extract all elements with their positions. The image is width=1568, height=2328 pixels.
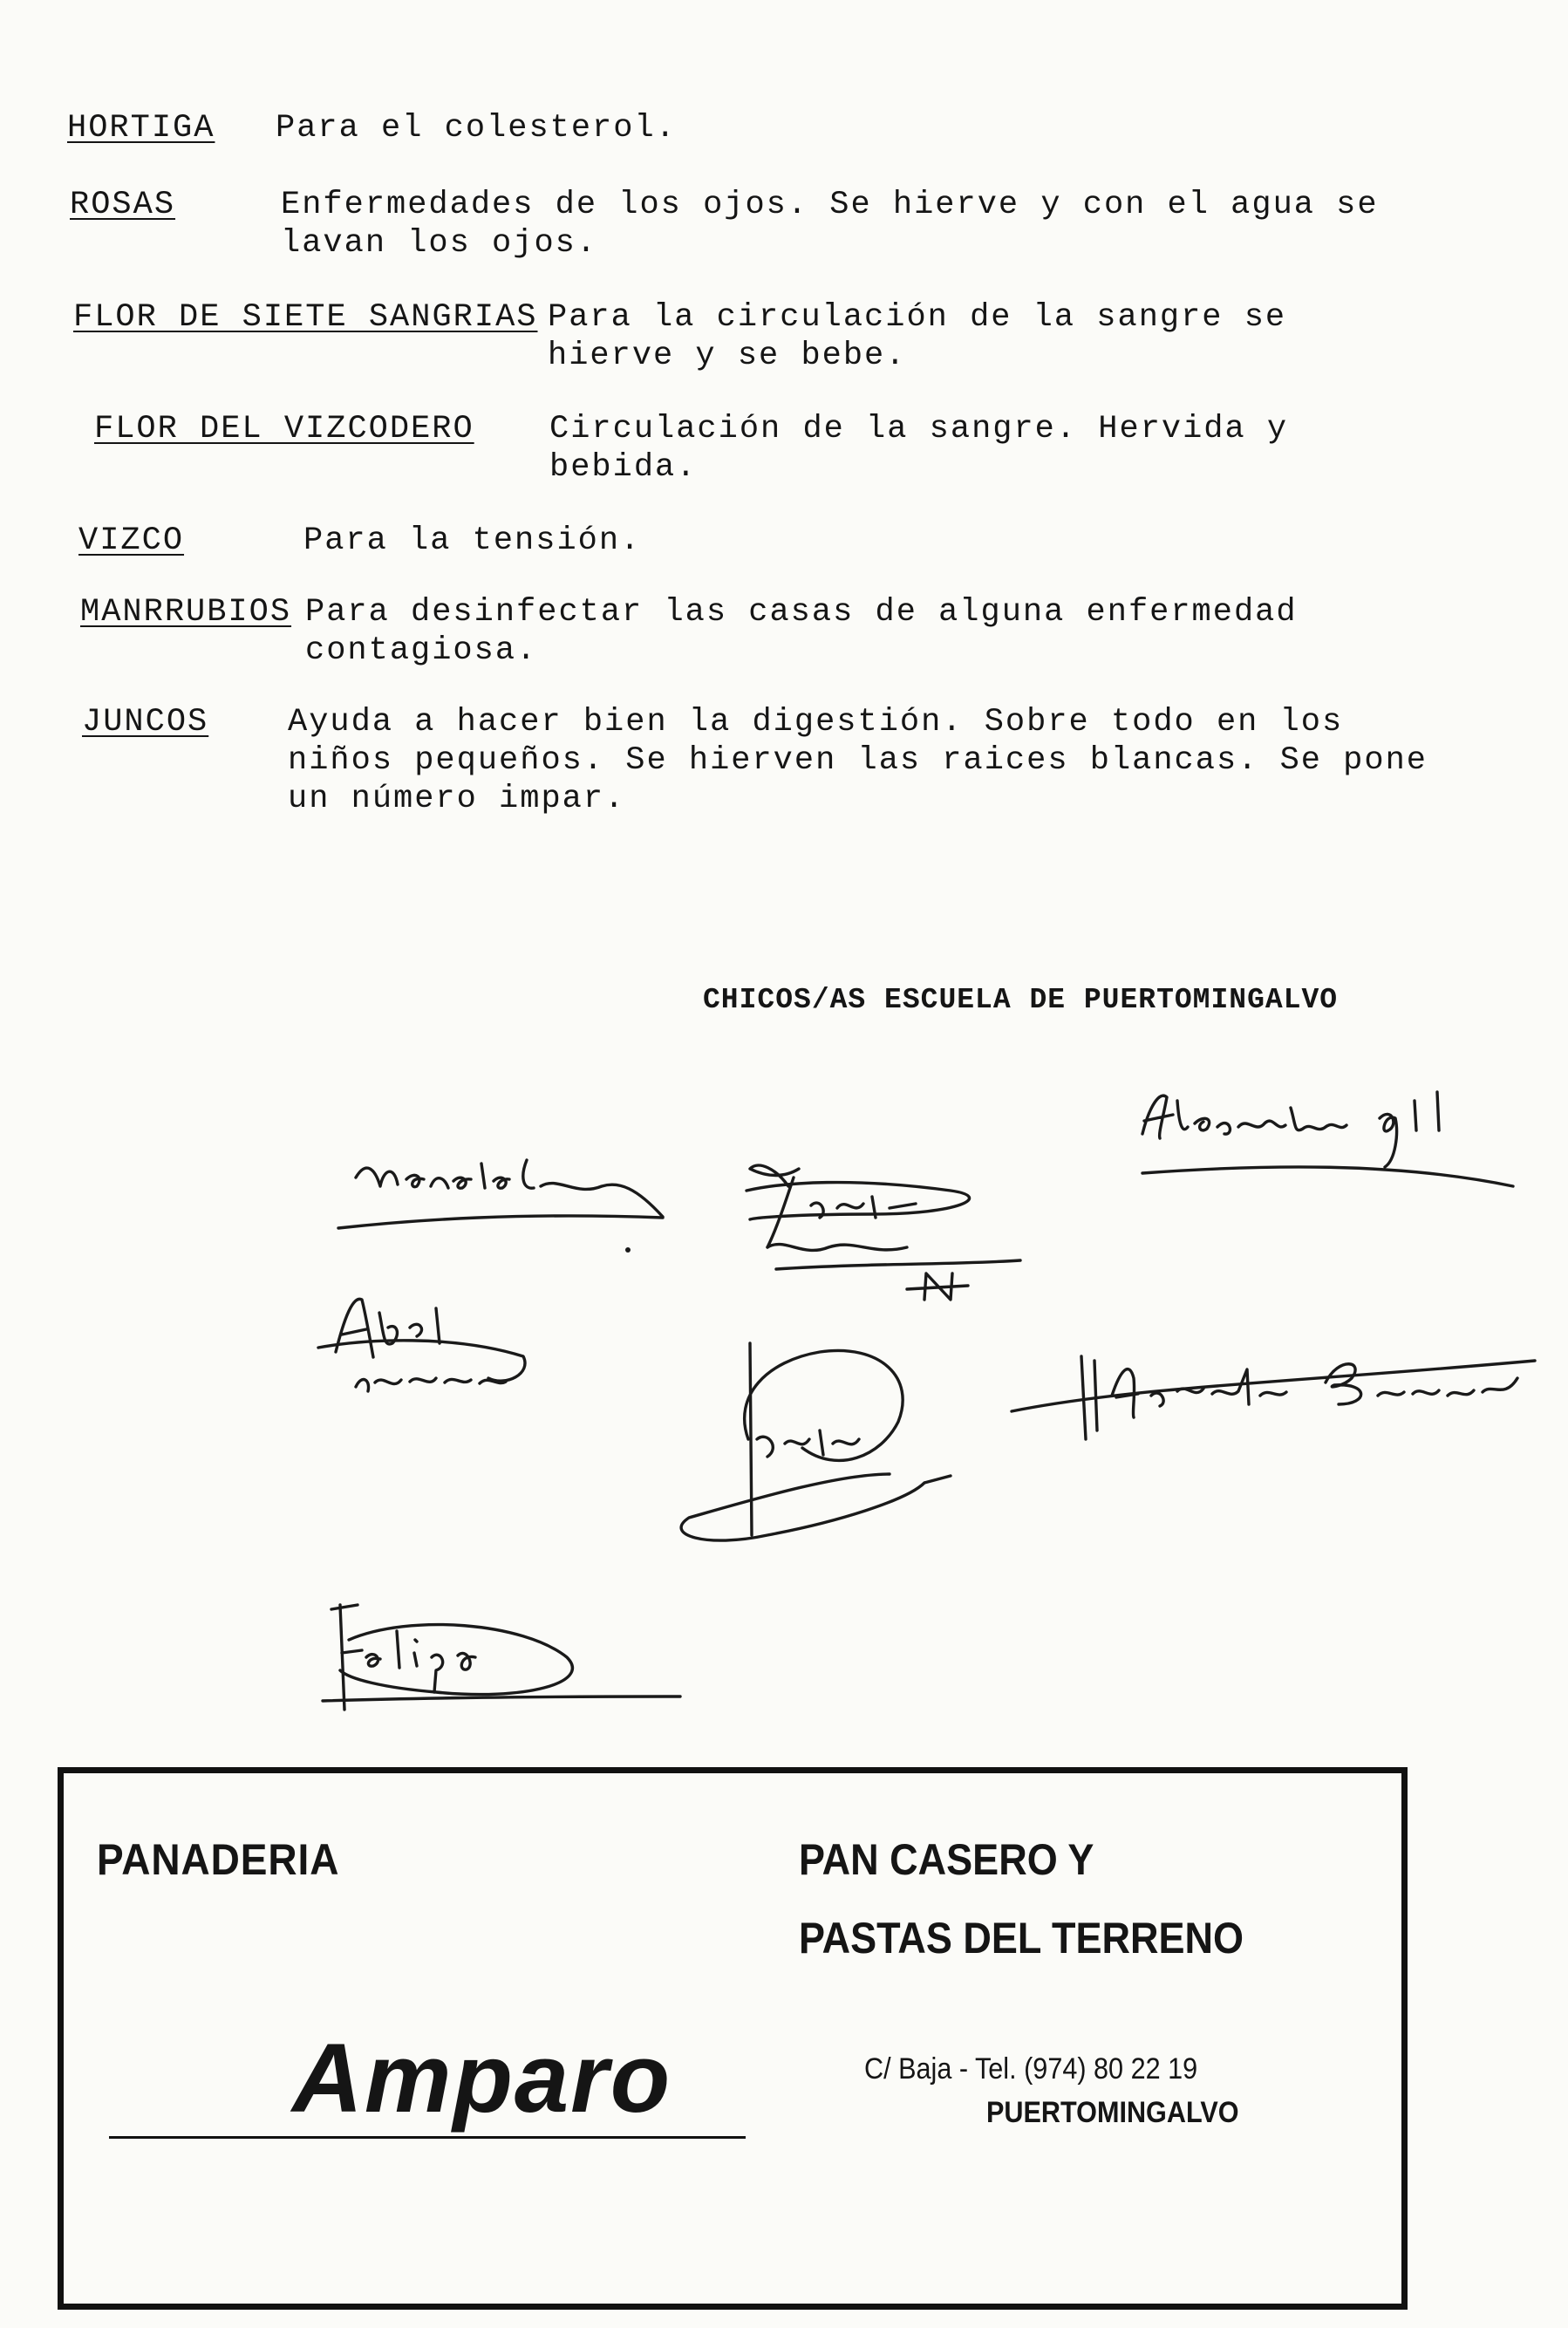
signature-manolo-lazaro — [338, 1160, 663, 1253]
entry-term: MANRRUBIOS — [80, 594, 292, 631]
bakery-advertisement — [58, 1767, 1408, 2310]
entry-description: Enfermedades de los ojos. Se hierve y con el agua se lavan los ojos. — [281, 187, 1379, 262]
entry-term: FLOR DEL VIZCODERO — [94, 411, 474, 447]
ad-left-title: PANADERIA — [97, 1835, 340, 1884]
ad-town: PUERTOMINGALVO — [986, 2096, 1239, 2129]
entry-term: JUNCOS — [82, 704, 209, 741]
signature-alejandro-gil — [1142, 1092, 1513, 1186]
entry-term: FLOR DE SIETE SANGRIAS — [73, 299, 538, 336]
entry-description: Circulación de la sangre. Hervida y bebida. — [549, 411, 1289, 486]
ad-tagline-line-1: PAN CASERO Y — [799, 1835, 1094, 1884]
entry-description: Para la tensión. — [303, 522, 642, 559]
signed-by-line: CHICOS/AS ESCUELA DE PUERTOMINGALVO — [703, 984, 1339, 1016]
ad-brand-name: Amparo — [292, 2024, 672, 2133]
signatures-area — [0, 1047, 1568, 1744]
entry-term: VIZCO — [78, 522, 185, 559]
entry-term: ROSAS — [70, 187, 176, 223]
entry-description: Para el colesterol. — [276, 110, 677, 147]
ad-address: C/ Baja - Tel. (974) 80 22 19 — [864, 2052, 1198, 2086]
entry-description: Para la circulación de la sangre se hierve y se bebe. — [548, 299, 1287, 374]
signature-abel-lazaro — [318, 1299, 525, 1391]
ad-tagline-line-2: PASTAS DEL TERRENO — [799, 1914, 1244, 1963]
signature-sonia — [681, 1343, 951, 1540]
entry-term: HORTIGA — [67, 110, 215, 147]
signature-felipe — [323, 1605, 680, 1710]
entry-description: Para desinfectar las casas de alguna enfermedad contagiosa. — [305, 594, 1298, 669]
ad-brand-underline — [109, 2136, 746, 2139]
signature-m-angeles-benagues — [1012, 1356, 1535, 1439]
entry-description: Ayuda a hacer bien la digestión. Sobre todo en los niños pequeños. Se hierven las raices blancas. Se pone un número impar. — [288, 704, 1428, 817]
signature-beatriz-lazaro — [747, 1165, 1020, 1300]
